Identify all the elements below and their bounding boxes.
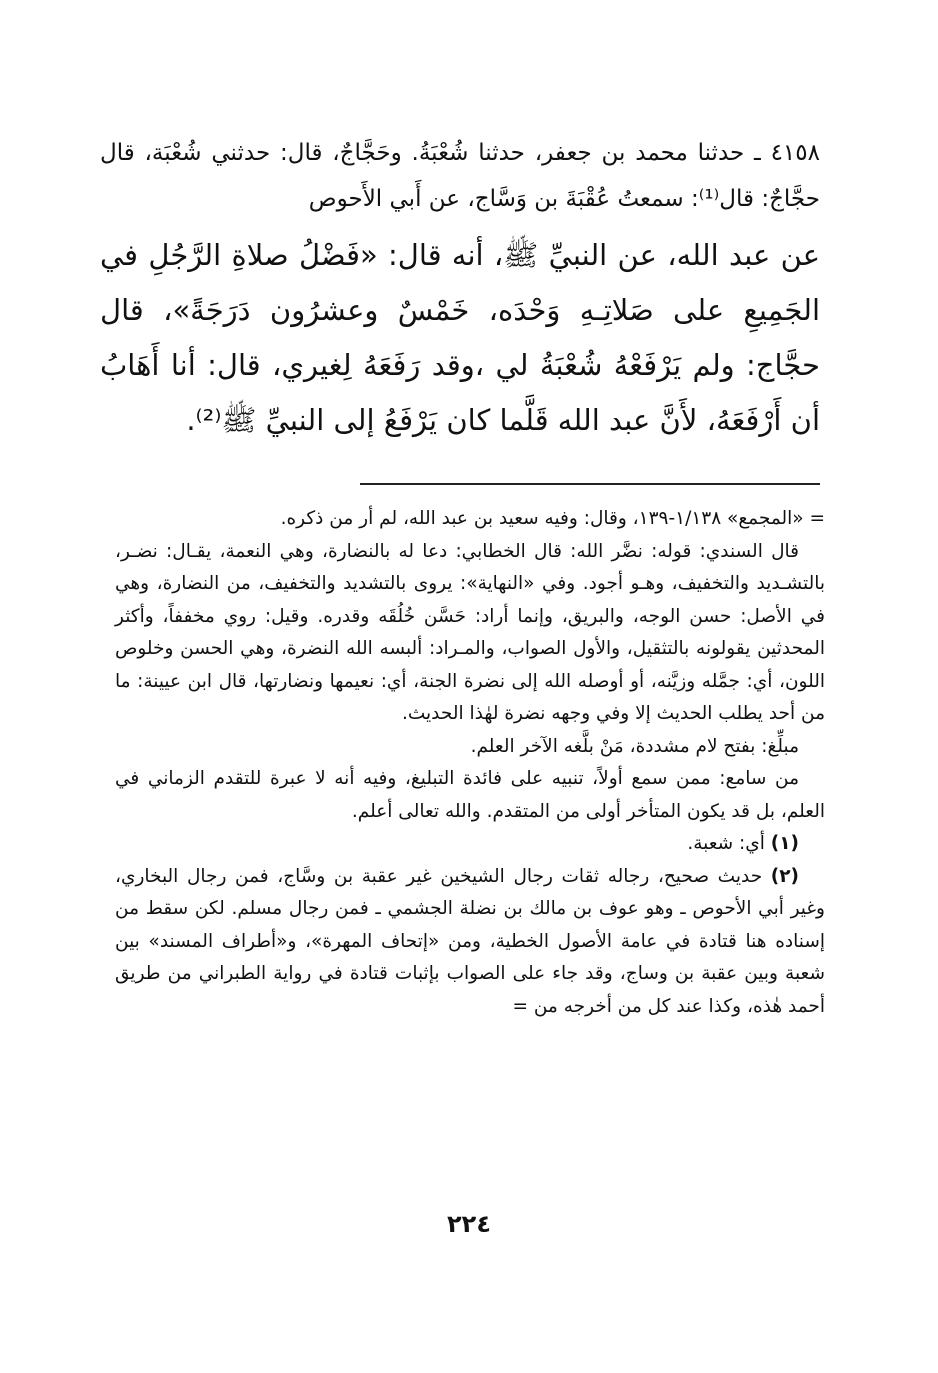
- footnote-1: [115, 828, 825, 861]
- sami-note: [115, 763, 825, 828]
- isnad-line: شُعْبَة، قال حجَّاجٌ: قال⁽¹⁾: سمعتُ عُقْبَةَ بن وَسَّاج، عن أَبي الأَحوص: [100, 140, 820, 212]
- footnote-number: (١): [770, 833, 799, 854]
- note-line: قال السندي: قوله: نضَّر الله: قال الخطابي: دعا له بالنضارة، وهي النعمة،: [219, 540, 799, 562]
- note-line: من سامع: ممن سمع أولاً، تنبيه على فائدة التبليغ، وفيه أنه لا عبرة للتقدم: [213, 768, 799, 789]
- note-line: والمـراد: ألبسه الله النضرة، وهي الحسن وخلوص اللون، أي: جمَّله وزيَّنه، أو: [115, 638, 825, 692]
- matn-line: أَرْفَعَهُ، لأَنَّ عبد الله قَلَّما كان يَرْفَعُ إلى النبيِّ ﷺ⁽²⁾.: [186, 403, 782, 437]
- hadith-block: [100, 130, 820, 448]
- footnote-2: [115, 861, 825, 1024]
- footnote-separator: [360, 483, 820, 485]
- isnad-line: ٤١٥٨ ـ حدثنا محمد بن جعفر، حدثنا شُعْبَةُ. وحَجَّاجٌ، قال: حدثني: [211, 140, 820, 166]
- continued-note: = «المجمع» ١/١٣٨-١٣٩، وقال: وفيه سعيد بن عبد الله، لم أر من ذكره.: [280, 508, 825, 529]
- muballigh-note: مبلِّغ: بفتح لام مشددة، مَنْ بلَّغه الآخر العلم.: [470, 735, 799, 757]
- footnote-number: (٢): [770, 865, 799, 887]
- footnotes: [115, 503, 825, 1023]
- note-line: أوصله الله إلى نضرة الجنة، أي: نعيمها ونضارتها، قال ابن عيينة: ما من أحد: [115, 670, 825, 724]
- note-line: خُلُقَه وقدره. وقيل: روي مخففاً، وأكثر المحدثين يقولونه بالتثقيل، والأول الصواب،: [115, 605, 826, 659]
- note-line: الزماني في العلم، بل قد يكون المتأخر أولى من المتقدم. والله تعالى أعلم.: [115, 768, 825, 822]
- matn-line: حجَّاج: ولم يَرْفَعْهُ شُعْبَةُ لي ،وقد رَفَعَهُ لِغيري، قال: أنا أَهَابُ أن: [100, 348, 820, 437]
- note-line: يقـال: نضـر، بالتشـديد والتخفيف، وهـو أجود. وفي «النهاية»: يروى بالتشديد: [115, 540, 826, 594]
- matn-line: في الجَمِيعِ على صَلاتِـهِ وَحْدَه، خَمْسٌ وعشرُون دَرَجَةً»، قال: [100, 238, 820, 327]
- footnote-text: حديث صحيح، رجاله ثقات رجال الشيخين غير عقبة بن وسَّاج، فمن رجال البخاري، وغير أبي الأحوص ـ وهو عوف بن مالك بن نضلة الجشمي ـ فمن رجال مسلم. لكن سقط من إسناده هنا قتادة في عامة الأصول الخطية، ومن «إتحاف المهرة»، و«أطراف المسند» بين شعبة وبين عقبة بن وساج، وقد جاء على الصواب بإثبات قتادة في رواية الطبراني من طريق أحمد هٰذه، وكذا عند كل من أخرجه من =: [115, 865, 825, 1017]
- note-line: يطلب الحديث إلا وفي وجهه نضرة لهٰذا الحديث.: [401, 703, 763, 724]
- sindi-commentary: [115, 536, 825, 731]
- note-line: والتخفيف، من النضارة، وهي في الأصل: حسن الوجه، والبريق، وإنما أراد: حَسَّن: [115, 573, 825, 627]
- footnote-text: أي: شعبة.: [687, 833, 771, 854]
- hadith-matn: [100, 228, 820, 448]
- matn-line: عن عبد الله، عن النبيِّ ﷺ، أنه قال: «فَضْلُ صلاةِ الرَّجُلِ: [148, 238, 820, 272]
- hadith-isnad: [100, 130, 820, 222]
- page-number: ٢٢٤: [447, 1210, 491, 1238]
